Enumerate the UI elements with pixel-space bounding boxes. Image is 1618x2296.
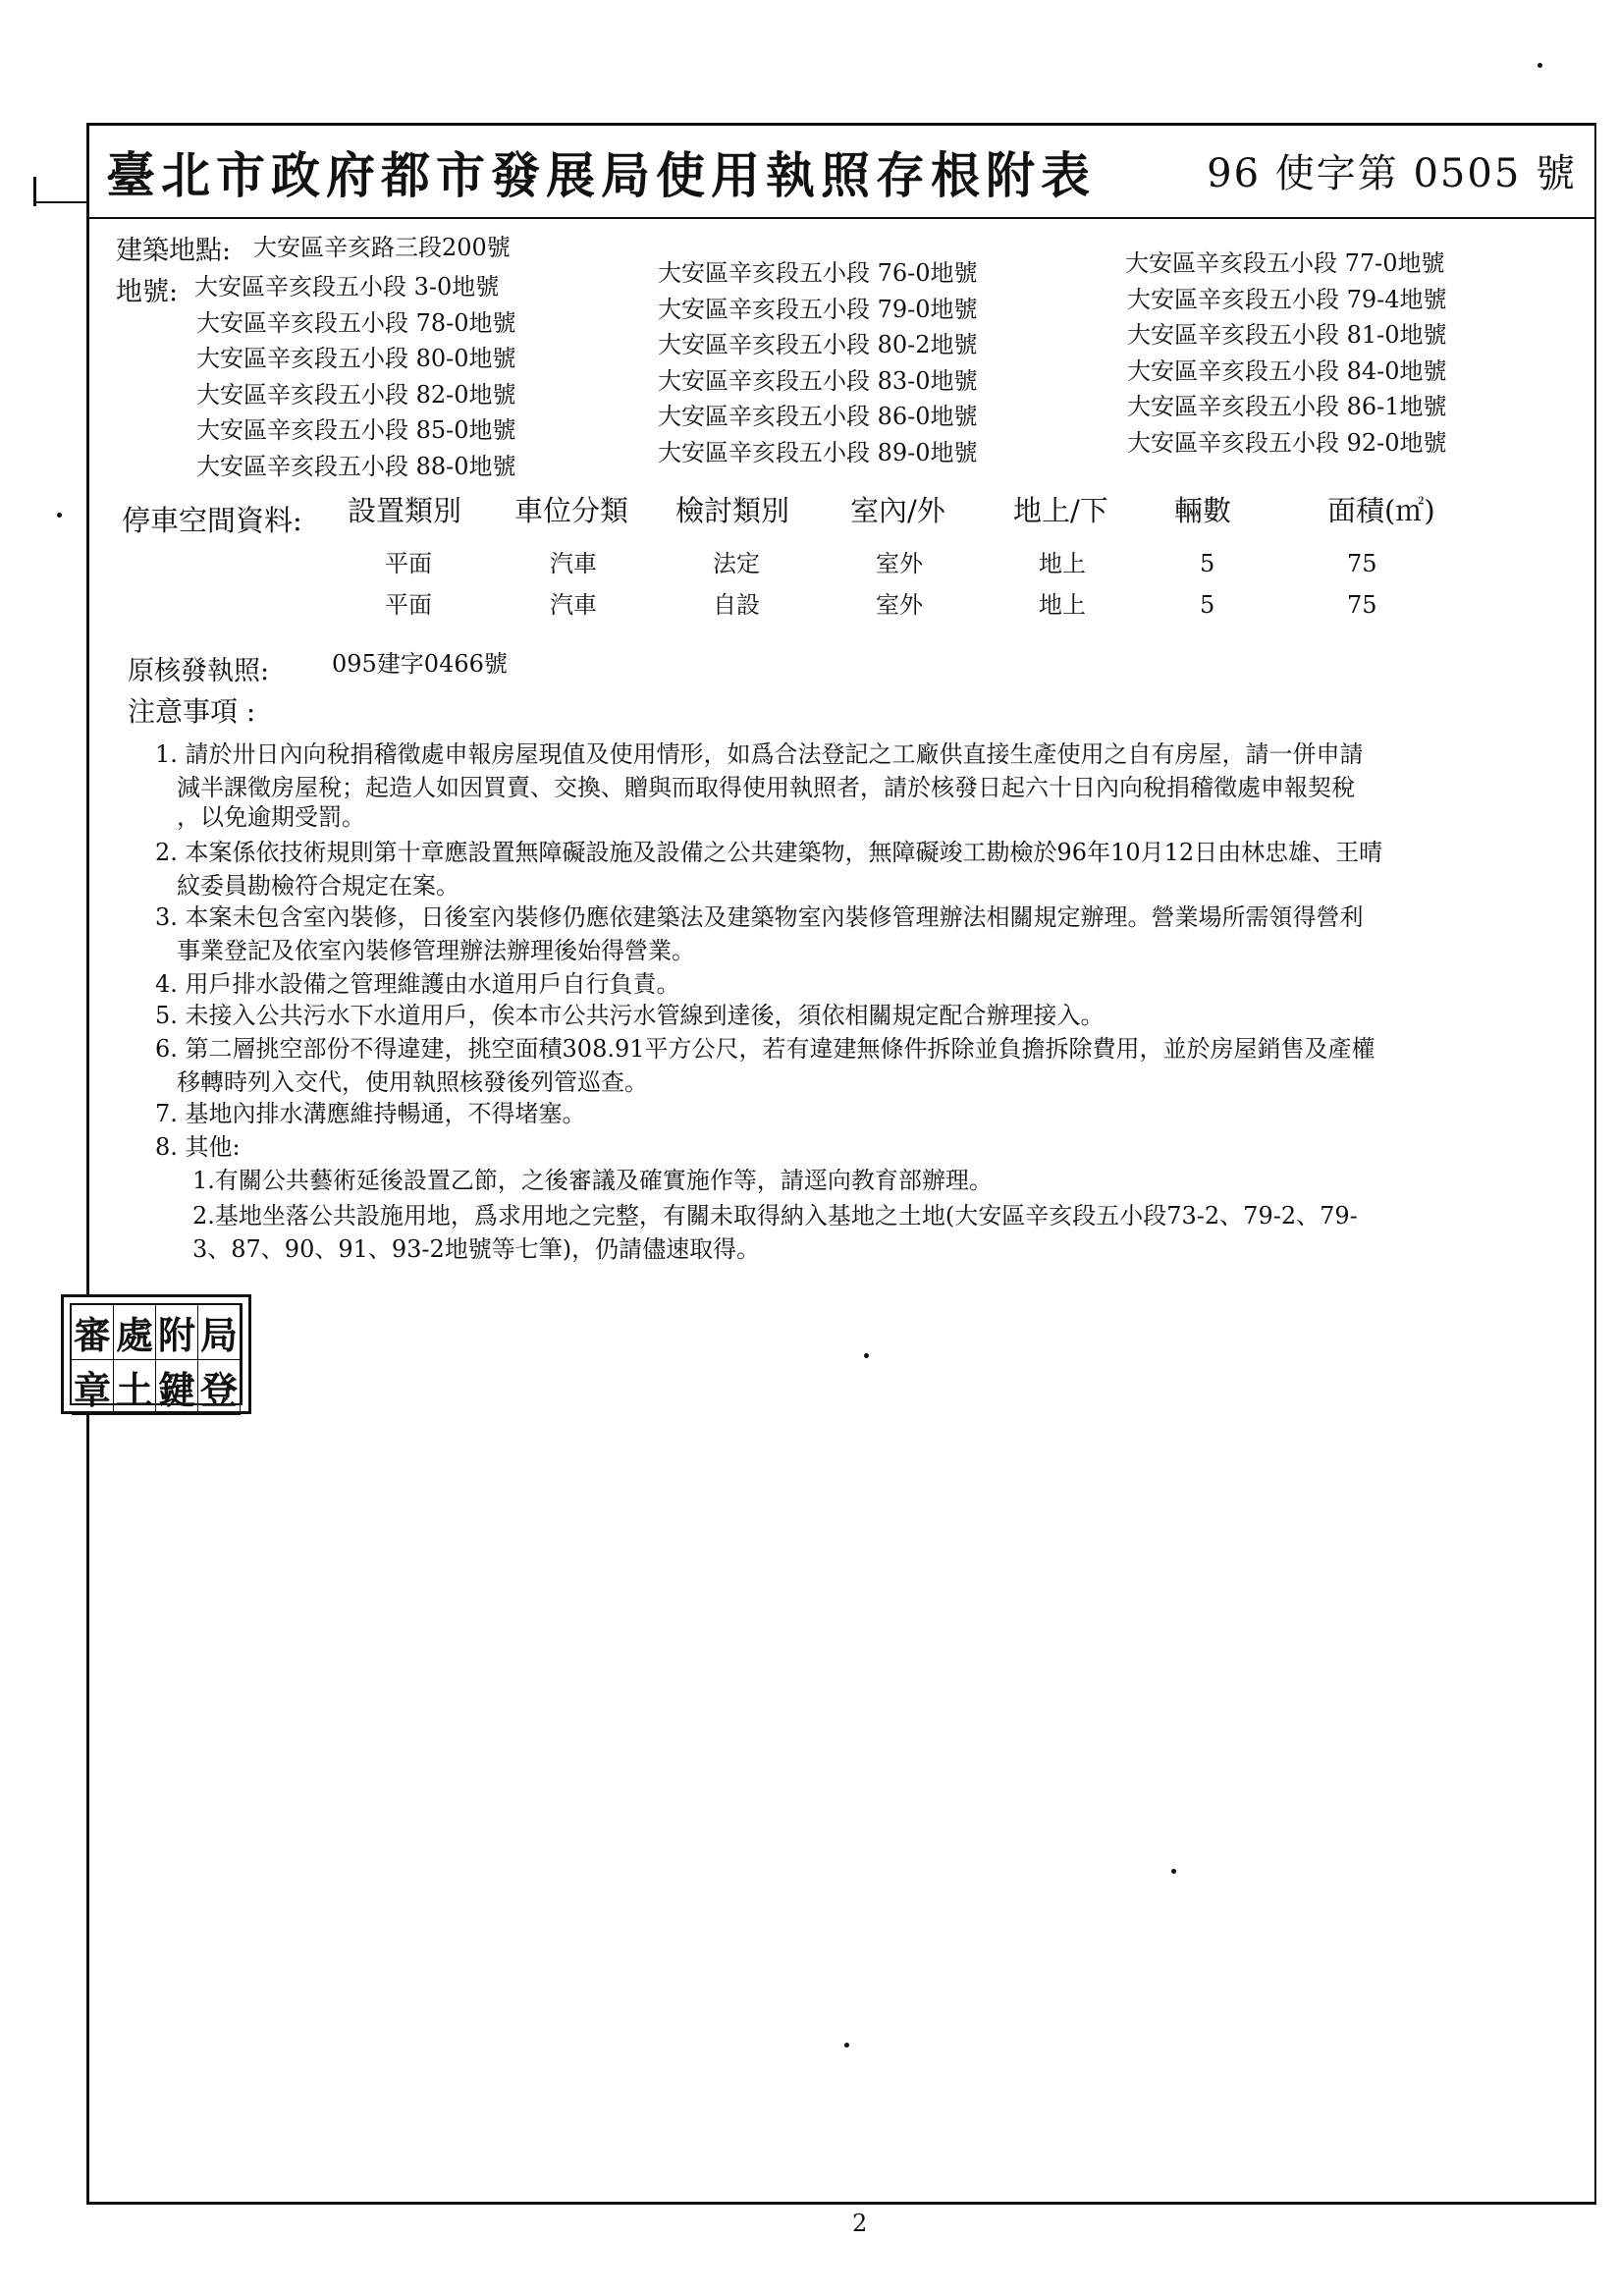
parking-cell: 5	[1200, 591, 1215, 619]
parking-header-cell: 地上/下	[1013, 494, 1108, 527]
parking-header-cell: 室內/外	[850, 494, 945, 527]
parking-label: 停車空間資料:	[122, 504, 302, 537]
note-line: 事業登記及依室內裝修管理辦法辦理後始得營業。	[177, 937, 695, 964]
note-line: 3、87、90、91、93-2地號等七筆)，仍請儘速取得。	[192, 1235, 761, 1263]
official-seal	[61, 1294, 251, 1414]
scan-speck	[1171, 1869, 1176, 1874]
lot-number: 大安區辛亥段五小段 78-0地號	[196, 308, 516, 337]
parking-cell: 平面	[385, 591, 432, 619]
original-license-label: 原核發執照:	[128, 656, 270, 686]
note-line: 2. 本案係依技術規則第十章應設置無障礙設施及設備之公共建築物，無障礙竣工勘檢於96年10月12日由林忠雄、王晴	[155, 839, 1383, 866]
title-bar	[86, 123, 1596, 219]
parking-cell: 室外	[876, 591, 923, 619]
lot-label: 地號:	[116, 277, 179, 307]
lot-number: 大安區辛亥段五小段 86-0地號	[658, 403, 978, 430]
parking-header-cell: 檢討類別	[675, 494, 790, 527]
seal-character: 登	[198, 1360, 241, 1415]
note-line: ，以免逾期受罰。	[177, 803, 365, 831]
lot-number: 大安區辛亥段五小段 92-0地號	[1127, 428, 1447, 457]
note-line: 1. 請於卅日內向稅捐稽徵處申報房屋現值及使用情形，如爲合法登記之工廠供直接生產使用之自有房屋，請一併申請	[155, 740, 1364, 768]
note-line: 4. 用戶排水設備之管理維護由水道用戶自行負責。	[155, 970, 680, 998]
lot-number: 大安區辛亥段五小段 81-0地號	[1127, 321, 1447, 349]
lot-number: 大安區辛亥段五小段 85-0地號	[196, 416, 516, 444]
note-line: 8. 其他:	[155, 1133, 241, 1161]
parking-cell: 5	[1200, 550, 1215, 577]
parking-cell: 75	[1347, 550, 1377, 577]
note-line: 3. 本案未包含室內裝修，日後室內裝修仍應依建築法及建築物室內裝修管理辦法相關規定辦理。營業場所需領得營利	[155, 903, 1364, 931]
margin-mark	[33, 201, 88, 203]
parking-header-cell: 面積(㎡)	[1327, 494, 1435, 527]
parking-cell: 室外	[876, 550, 923, 577]
lot-number: 大安區辛亥段五小段 3-0地號	[194, 273, 500, 301]
parking-header-cell: 設置類別	[348, 494, 462, 527]
lot-number: 大安區辛亥段五小段 79-4地號	[1127, 285, 1447, 313]
margin-mark-vertical	[33, 177, 36, 206]
seal-character: 土	[114, 1360, 156, 1415]
seal-character: 附	[156, 1305, 198, 1360]
lot-number: 大安區辛亥段五小段 79-0地號	[658, 295, 978, 323]
seal-character: 審	[72, 1305, 114, 1360]
notes-title: 注意事項 :	[128, 695, 256, 728]
parking-header-cell: 車位分類	[514, 494, 629, 527]
note-line: 1.有關公共藝術延後設置乙節，之後審議及確實施作等，請逕向教育部辦理。	[192, 1167, 993, 1194]
lot-number: 大安區辛亥段五小段 82-0地號	[196, 380, 516, 409]
permit-number: 96 使字第 0505 號	[1207, 151, 1577, 196]
seal-character: 局	[198, 1305, 241, 1360]
parking-cell: 平面	[385, 550, 432, 577]
lot-number: 大安區辛亥段五小段 88-0地號	[196, 452, 516, 480]
page-number: 2	[852, 2210, 868, 2237]
parking-cell: 自設	[713, 591, 760, 619]
scan-speck	[864, 1353, 869, 1358]
parking-cell: 地上	[1039, 550, 1086, 577]
note-line: 6. 第二層挑空部份不得違建，挑空面積308.91平方公尺，若有違建無條件拆除並負擔拆除費用，並於房屋銷售及產權	[155, 1035, 1375, 1063]
seal-character: 處	[114, 1305, 156, 1360]
lot-number: 大安區辛亥段五小段 76-0地號	[658, 259, 978, 287]
address-label: 建築地點:	[116, 236, 232, 266]
note-line: 5. 未接入公共污水下水道用戶，俟本市公共污水管線到達後，須依相關規定配合辦理接入。	[155, 1002, 1105, 1029]
original-license-value: 095建字0466號	[332, 650, 508, 678]
page-title: 臺北市政府都市發展局使用執照存根附表	[106, 146, 1096, 204]
lot-number: 大安區辛亥段五小段 80-0地號	[196, 345, 516, 372]
parking-cell: 汽車	[550, 591, 597, 619]
note-line: 7. 基地內排水溝應維持暢通，不得堵塞。	[155, 1100, 586, 1127]
scan-speck	[57, 513, 62, 518]
lot-number: 大安區辛亥段五小段 77-0地號	[1125, 249, 1445, 277]
address-value: 大安區辛亥路三段200號	[253, 234, 511, 261]
scan-speck	[1537, 63, 1542, 68]
note-line: 2.基地坐落公共設施用地，爲求用地之完整，有關未取得納入基地之土地(大安區辛亥段五小段73-2、79-2、79-	[192, 1202, 1358, 1230]
seal-character: 鍵	[156, 1360, 198, 1415]
parking-cell: 地上	[1039, 591, 1086, 619]
parking-cell: 法定	[713, 550, 760, 577]
lot-number: 大安區辛亥段五小段 80-2地號	[658, 331, 978, 358]
lot-number: 大安區辛亥段五小段 84-0地號	[1127, 356, 1447, 385]
lot-number: 大安區辛亥段五小段 83-0地號	[658, 366, 978, 395]
note-line: 移轉時列入交代，使用執照核發後列管巡查。	[177, 1068, 648, 1096]
parking-header-cell: 輛數	[1174, 494, 1232, 527]
lot-number: 大安區辛亥段五小段 89-0地號	[658, 438, 978, 466]
lot-number: 大安區辛亥段五小段 86-1地號	[1127, 393, 1447, 420]
scan-speck	[844, 2043, 849, 2048]
seal-character: 章	[72, 1360, 114, 1415]
parking-cell: 汽車	[550, 550, 597, 577]
note-line: 減半課徵房屋稅；起造人如因買賣、交換、贈與而取得使用執照者，請於核發日起六十日內向稅捐稽徵處申報契稅	[177, 774, 1355, 801]
parking-cell: 75	[1347, 591, 1377, 619]
note-line: 紋委員勘檢符合規定在案。	[177, 872, 459, 900]
